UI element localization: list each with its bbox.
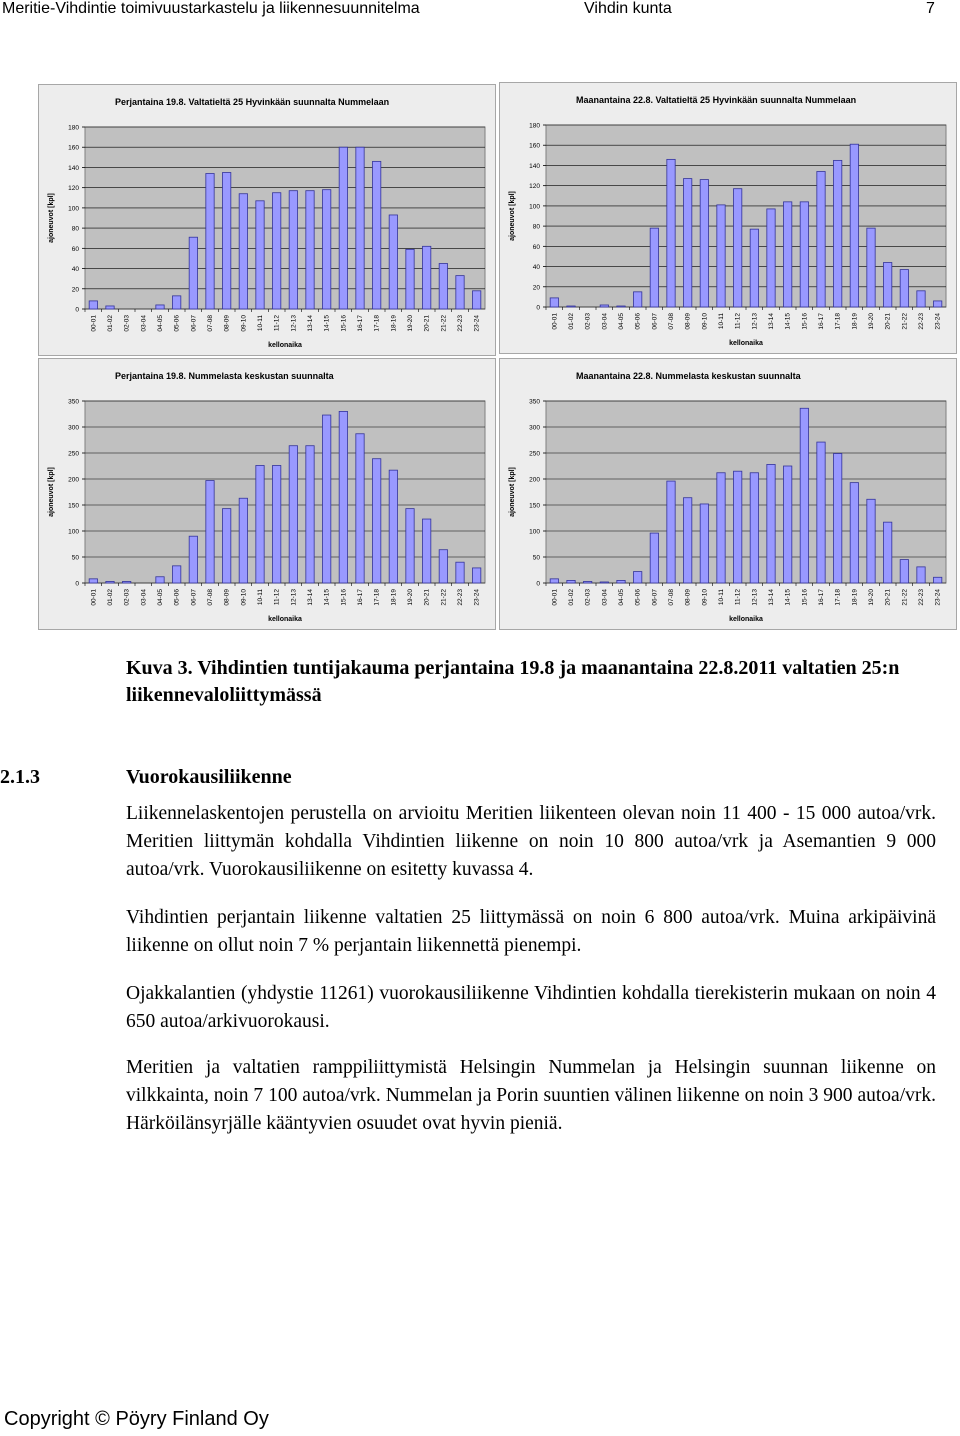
y-tick-label: 0 (75, 306, 79, 314)
bar (256, 465, 264, 583)
x-tick-label: 01-02 (568, 589, 575, 606)
y-tick-label: 0 (536, 304, 540, 312)
x-tick-label: 21-22 (901, 589, 909, 606)
x-tick-label: 02-03 (123, 589, 131, 606)
bar (884, 263, 892, 307)
y-tick-label: 100 (529, 203, 540, 211)
y-tick-label: 300 (529, 424, 540, 432)
x-tick-label: 05-06 (634, 589, 642, 606)
bar (734, 471, 742, 583)
x-tick-label: 07-08 (668, 589, 675, 606)
y-tick-label: 0 (536, 580, 540, 588)
bar (684, 179, 692, 307)
copyright-footer: Copyright © Pöyry Finland Oy (4, 1408, 269, 1430)
bar (273, 193, 281, 309)
y-tick-label: 100 (68, 205, 79, 213)
paragraph-3: Ojakkalantien (yhdystie 11261) vuorokausiliikenne Vihdintien kohdalla tierekisterin mukaan on noin 4 650 autoa/arkivuorokausi. (126, 983, 936, 1032)
bar (917, 567, 925, 583)
bar (900, 270, 908, 307)
bar (356, 434, 364, 583)
x-tick-label: 17-18 (373, 589, 381, 606)
x-tick-label: 00-01 (551, 313, 559, 330)
traffic-charts-figure (37, 82, 959, 632)
bar (189, 237, 197, 309)
y-tick-label: 150 (529, 502, 540, 510)
bar (123, 581, 131, 583)
bar (406, 509, 414, 583)
chart-monday-from-nummela (499, 358, 957, 630)
bar (356, 147, 364, 309)
x-tick-label: 13-14 (768, 313, 775, 330)
bar (239, 194, 247, 309)
bar (850, 144, 858, 307)
y-tick-label: 160 (68, 144, 79, 152)
bar (89, 301, 97, 309)
x-tick-label: 07-08 (207, 589, 214, 606)
x-tick-label: 15-16 (801, 589, 809, 606)
bar-chart (500, 83, 958, 355)
x-tick-label: 08-09 (684, 589, 692, 606)
x-tick-label: 14-15 (784, 589, 792, 606)
x-tick-label: 05-06 (634, 313, 642, 330)
x-tick-label: 20-21 (423, 589, 431, 606)
y-tick-label: 40 (532, 264, 540, 272)
bar (784, 202, 792, 307)
bar (239, 498, 247, 583)
x-tick-label: 06-07 (190, 589, 198, 606)
chart-friday-from-hyvinkaa (38, 84, 496, 356)
x-tick-label: 21-22 (440, 589, 448, 606)
bar-chart (39, 359, 497, 631)
x-tick-label: 08-09 (684, 313, 692, 330)
y-tick-label: 180 (68, 124, 79, 132)
paragraph-1: Liikennelaskentojen perustella on arvioitu Meritien liikenteen olevan noin 11 400 - 15 000 autoa/vrk. Meritien liittymän kohdalla Vihdintien liikenne on noin 10 800 autoa/vrk ja Asemantien 9 000 autoa/vrk. Vuorokausiliikenne on esitetty kuvassa 4. (126, 803, 936, 880)
bar (750, 473, 758, 583)
bar-chart (500, 359, 958, 631)
bar (550, 579, 558, 583)
x-tick-label: 06-07 (190, 315, 198, 332)
x-tick-label: 04-05 (618, 589, 625, 606)
x-tick-label: 11-12 (734, 589, 742, 606)
x-tick-label: 09-10 (240, 589, 248, 606)
y-tick-label: 20 (532, 284, 540, 292)
bar (700, 504, 708, 583)
bar (834, 454, 842, 583)
bar (634, 572, 642, 583)
x-tick-label: 06-07 (651, 313, 659, 330)
x-tick-label: 14-15 (323, 315, 331, 332)
bar (323, 415, 331, 583)
bar (767, 209, 775, 307)
bar (223, 509, 231, 583)
x-tick-label: 21-22 (440, 315, 448, 332)
figure-caption: Kuva 3. Vihdintien tuntijakauma perjantaina 19.8 ja maanantaina 22.8.2011 valtatien 25:n liikennevaloliittymässä (126, 657, 900, 706)
y-tick-label: 160 (529, 142, 540, 150)
x-tick-label: 20-21 (423, 315, 431, 332)
x-tick-label: 04-05 (157, 315, 164, 332)
x-tick-label: 01-02 (107, 589, 114, 606)
bar (389, 215, 397, 309)
y-tick-label: 350 (529, 398, 540, 406)
x-axis-label: kellonaika (729, 616, 763, 623)
bar (567, 580, 575, 583)
x-tick-label: 21-22 (901, 313, 909, 330)
x-tick-label: 15-16 (801, 313, 809, 330)
x-tick-label: 18-19 (390, 315, 398, 332)
x-tick-label: 15-16 (340, 589, 348, 606)
bar (273, 465, 281, 583)
x-tick-label: 09-10 (240, 315, 248, 332)
y-tick-label: 350 (68, 398, 79, 406)
x-tick-label: 18-19 (851, 313, 859, 330)
bar (817, 442, 825, 583)
x-tick-label: 22-23 (457, 589, 464, 606)
bar (373, 161, 381, 309)
bar (650, 533, 658, 583)
x-tick-label: 12-13 (751, 313, 759, 330)
x-tick-label: 23-24 (934, 589, 942, 606)
x-tick-label: 17-18 (373, 315, 381, 332)
x-tick-label: 03-04 (601, 589, 609, 606)
y-tick-label: 100 (68, 528, 79, 536)
x-tick-label: 03-04 (140, 589, 148, 606)
x-tick-label: 19-20 (407, 589, 414, 606)
y-tick-label: 120 (529, 183, 540, 191)
x-tick-label: 02-03 (584, 313, 592, 330)
bar (189, 536, 197, 583)
x-tick-label: 12-13 (751, 589, 759, 606)
bar (867, 228, 875, 307)
x-tick-label: 20-21 (884, 589, 892, 606)
bar (156, 577, 164, 583)
x-tick-label: 08-09 (223, 315, 231, 332)
x-tick-label: 20-21 (884, 313, 892, 330)
x-tick-label: 13-14 (307, 589, 314, 606)
chart-title: Maanantaina 22.8. Nummelasta keskustan suunnalta (576, 371, 801, 381)
x-tick-label: 22-23 (457, 315, 464, 332)
x-tick-label: 08-09 (223, 589, 231, 606)
bar (339, 147, 347, 309)
bar (339, 411, 347, 583)
bar (700, 180, 708, 307)
x-tick-label: 09-10 (701, 589, 709, 606)
section-title: Vuorokausiliikenne (126, 766, 292, 788)
bar (473, 291, 481, 309)
x-tick-label: 14-15 (784, 313, 792, 330)
bar (717, 473, 725, 583)
organization-name: Vihdin kunta (584, 0, 672, 17)
bar (289, 191, 297, 309)
x-tick-label: 11-12 (734, 313, 742, 330)
x-tick-label: 04-05 (157, 589, 164, 606)
bar (289, 446, 297, 583)
bar (884, 522, 892, 583)
y-tick-label: 180 (529, 122, 540, 130)
x-tick-label: 12-13 (290, 315, 298, 332)
bar (867, 499, 875, 583)
y-tick-label: 50 (532, 554, 540, 562)
bar (406, 249, 414, 309)
bar (917, 291, 925, 307)
x-tick-label: 01-02 (107, 315, 114, 332)
y-tick-label: 50 (71, 554, 79, 562)
x-tick-label: 23-24 (473, 315, 481, 332)
x-tick-label: 02-03 (123, 315, 131, 332)
section-number: 2.1.3 (0, 766, 40, 788)
y-tick-label: 20 (71, 286, 79, 294)
x-axis-label: kellonaika (268, 616, 302, 623)
bar (389, 470, 397, 583)
bar (456, 562, 464, 583)
x-tick-label: 02-03 (584, 589, 592, 606)
bar (617, 306, 625, 307)
bar (800, 202, 808, 307)
bar (439, 550, 447, 583)
x-tick-label: 23-24 (934, 313, 942, 330)
x-tick-label: 16-17 (357, 315, 364, 332)
bar-chart (39, 85, 497, 357)
bar (89, 579, 97, 583)
bar (584, 581, 592, 583)
bar (106, 306, 114, 309)
x-tick-label: 03-04 (601, 313, 609, 330)
y-tick-label: 140 (68, 164, 79, 172)
y-tick-label: 60 (71, 245, 79, 253)
chart-title: Perjantaina 19.8. Nummelasta keskustan suunnalta (115, 371, 334, 381)
bar (156, 305, 164, 309)
y-tick-label: 0 (75, 580, 79, 588)
bar (323, 190, 331, 309)
y-tick-label: 60 (532, 243, 540, 251)
paragraph-2: Vihdintien perjantain liikenne valtatien 25 liittymässä on noin 6 800 autoa/vrk. Muina arkipäivinä liikenne on ollut noin 7 % perjantain liikennettä pienempi. (126, 907, 936, 956)
bar (173, 296, 181, 309)
chart-friday-from-nummela (38, 358, 496, 630)
y-axis-label: ajoneuvot [kpl] (48, 467, 55, 517)
bar (373, 459, 381, 583)
x-tick-label: 16-17 (818, 589, 825, 606)
y-tick-label: 200 (68, 476, 79, 484)
y-tick-label: 300 (68, 424, 79, 432)
x-tick-label: 07-08 (207, 315, 214, 332)
x-tick-label: 23-24 (473, 589, 481, 606)
bar (650, 228, 658, 307)
x-tick-label: 00-01 (90, 589, 98, 606)
x-tick-label: 22-23 (918, 313, 925, 330)
bar (934, 301, 942, 307)
x-tick-label: 04-05 (618, 313, 625, 330)
y-tick-label: 140 (529, 162, 540, 170)
x-tick-label: 19-20 (407, 315, 414, 332)
page-header (0, 0, 960, 24)
x-tick-label: 18-19 (390, 589, 398, 606)
y-tick-label: 150 (68, 502, 79, 510)
x-tick-label: 12-13 (290, 589, 298, 606)
y-tick-label: 120 (68, 185, 79, 193)
x-tick-label: 16-17 (357, 589, 364, 606)
x-tick-label: 00-01 (551, 589, 559, 606)
y-tick-label: 200 (529, 476, 540, 484)
y-tick-label: 80 (71, 225, 79, 233)
x-tick-label: 13-14 (768, 589, 775, 606)
document-title: Meritie-Vihdintie toimivuustarkastelu ja liikennesuunnitelma (2, 0, 420, 17)
bar (206, 174, 214, 309)
page-number: 7 (926, 0, 935, 17)
bar (173, 566, 181, 583)
x-axis-label: kellonaika (729, 340, 763, 347)
x-tick-label: 14-15 (323, 589, 331, 606)
bar (456, 276, 464, 309)
x-tick-label: 10-11 (718, 589, 725, 606)
x-tick-label: 10-11 (257, 589, 264, 606)
x-tick-label: 10-11 (257, 315, 264, 332)
y-axis-label: ajoneuvot [kpl] (509, 467, 516, 517)
chart-monday-from-hyvinkaa (499, 82, 957, 354)
bar (617, 580, 625, 583)
y-axis-label: ajoneuvot [kpl] (509, 191, 516, 241)
x-tick-label: 15-16 (340, 315, 348, 332)
bar (306, 446, 314, 583)
x-tick-label: 11-12 (273, 315, 281, 332)
bar (306, 191, 314, 309)
paragraph-4: Meritien ja valtatien ramppiliittymistä Helsingin Nummelan ja Helsingin suunnan liikenne on vilkkainta, noin 7 100 autoa/vrk. Nummelan ja Porin suuntien välinen liikenne on noin 3 900 autoa/vrk. Härköilänsyrjälle kääntyvien osuudet ovat hyvin pieniä. (126, 1057, 936, 1134)
bar (850, 483, 858, 583)
bar (667, 481, 675, 583)
bar (600, 582, 608, 583)
x-tick-label: 19-20 (868, 589, 875, 606)
bar (206, 481, 214, 583)
bar (817, 172, 825, 307)
chart-title: Perjantaina 19.8. Valtatieltä 25 Hyvinkään suunnalta Nummelaan (115, 97, 390, 107)
bar (550, 298, 558, 307)
bar (667, 159, 675, 307)
x-axis-label: kellonaika (268, 342, 302, 349)
x-tick-label: 17-18 (834, 313, 842, 330)
x-tick-label: 13-14 (307, 315, 314, 332)
bar (750, 229, 758, 307)
bar (800, 408, 808, 583)
bar (684, 498, 692, 583)
bar (473, 568, 481, 583)
bar (106, 581, 114, 583)
bar (567, 306, 575, 307)
bar (900, 560, 908, 583)
bar (784, 466, 792, 583)
x-tick-label: 19-20 (868, 313, 875, 330)
bar (834, 160, 842, 307)
x-tick-label: 18-19 (851, 589, 859, 606)
chart-title: Maanantaina 22.8. Valtatieltä 25 Hyvinkään suunnalta Nummelaan (576, 95, 857, 105)
bar (256, 201, 264, 309)
bar (734, 189, 742, 307)
bar (439, 264, 447, 310)
bar (423, 519, 431, 583)
bar (934, 577, 942, 583)
bar (717, 205, 725, 307)
bar (600, 305, 608, 307)
x-tick-label: 01-02 (568, 313, 575, 330)
y-tick-label: 40 (71, 266, 79, 274)
x-tick-label: 06-07 (651, 589, 659, 606)
x-tick-label: 07-08 (668, 313, 675, 330)
bar (423, 246, 431, 309)
y-tick-label: 80 (532, 223, 540, 231)
x-tick-label: 22-23 (918, 589, 925, 606)
x-tick-label: 03-04 (140, 315, 148, 332)
x-tick-label: 10-11 (718, 313, 725, 330)
y-tick-label: 250 (68, 450, 79, 458)
x-tick-label: 11-12 (273, 589, 281, 606)
x-tick-label: 09-10 (701, 313, 709, 330)
x-tick-label: 17-18 (834, 589, 842, 606)
bar (223, 173, 231, 310)
y-tick-label: 100 (529, 528, 540, 536)
x-tick-label: 05-06 (173, 589, 181, 606)
y-tick-label: 250 (529, 450, 540, 458)
x-tick-label: 05-06 (173, 315, 181, 332)
bar (634, 292, 642, 307)
x-tick-label: 16-17 (818, 313, 825, 330)
y-axis-label: ajoneuvot [kpl] (48, 193, 55, 243)
x-tick-label: 00-01 (90, 315, 98, 332)
bar (767, 464, 775, 583)
